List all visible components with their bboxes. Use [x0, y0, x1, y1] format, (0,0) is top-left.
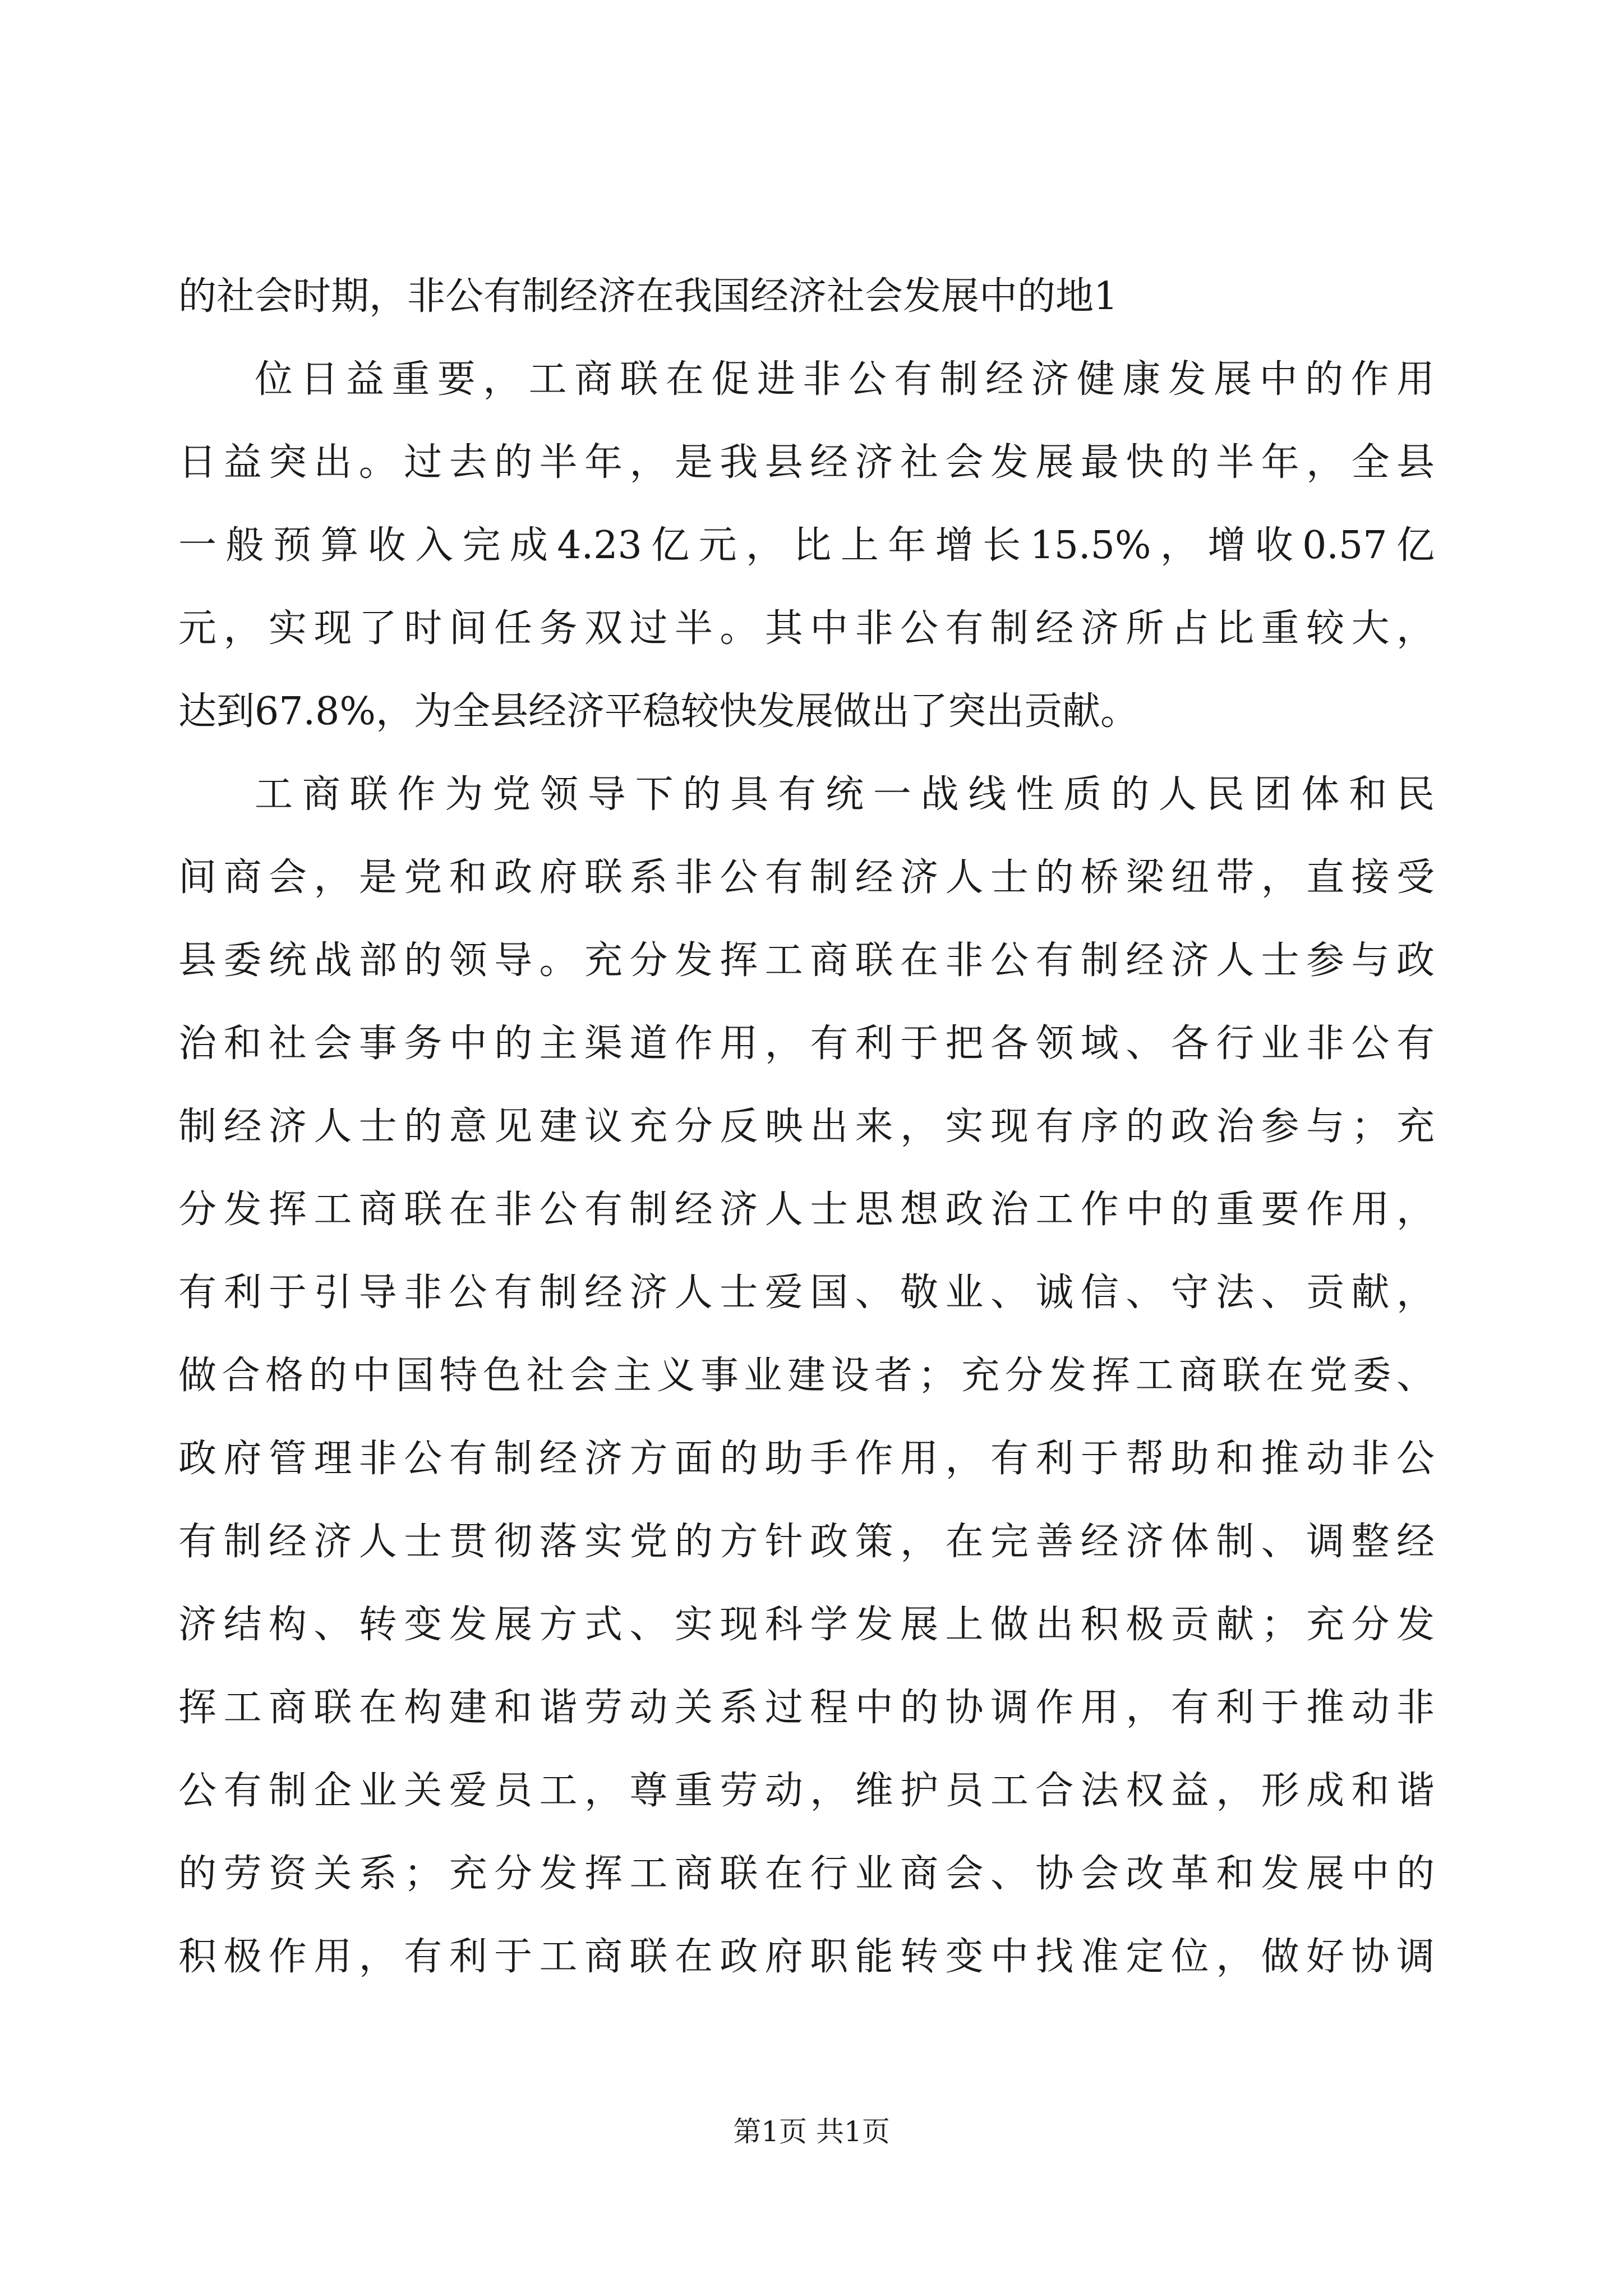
text-line: 积极作用，有利于工商联在政府职能转变中找准定位，做好协调	[178, 1935, 1435, 1979]
text-line: 一般预算收入完成4.23亿元，比上年增长15.5%，增收0.57亿	[178, 523, 1435, 568]
text-line: 治和社会事务中的主渠道作用，有利于把各领域、各行业非公有	[178, 1022, 1435, 1066]
text-line: 有制经济人士贯彻落实党的方针政策，在完善经济体制、调整经	[178, 1520, 1435, 1564]
text-line: 公有制企业关爱员工，尊重劳动，维护员工合法权益，形成和谐	[178, 1769, 1435, 1813]
text-line: 做合格的中国特色社会主义事业建设者；充分发挥工商联在党委、	[178, 1354, 1435, 1398]
text-line: 有利于引导非公有制经济人士爱国、敬业、诚信、守法、贡献，	[178, 1271, 1435, 1315]
text-line: 的社会时期，非公有制经济在我国经济社会发展中的地1	[178, 274, 1118, 319]
text-line: 日益突出。过去的半年，是我县经济社会发展最快的半年，全县	[178, 440, 1435, 485]
text-line: 的劳资关系；充分发挥工商联在行业商会、协会改革和发展中的	[178, 1852, 1435, 1896]
text-line: 位日益重要，工商联在促进非公有制经济健康发展中的作用	[255, 357, 1435, 402]
text-line: 制经济人士的意见建议充分反映出来，实现有序的政治参与；充	[178, 1105, 1435, 1149]
text-line: 元，实现了时间任务双过半。其中非公有制经济所占比重较大，	[178, 606, 1435, 651]
text-line: 分发挥工商联在非公有制经济人士思想政治工作中的重要作用，	[178, 1188, 1435, 1232]
text-line: 工商联作为党领导下的具有统一战线性质的人民团体和民	[255, 772, 1435, 817]
text-line: 县委统战部的领导。充分发挥工商联在非公有制经济人士参与政	[178, 938, 1435, 983]
body-text	[178, 255, 1435, 1999]
text-line: 间商会，是党和政府联系非公有制经济人士的桥梁纽带，直接受	[178, 855, 1435, 900]
page-footer: 第1页 共1页	[733, 2115, 890, 2148]
text-line: 挥工商联在构建和谐劳动关系过程中的协调作用，有利于推动非	[178, 1686, 1435, 1730]
text-line: 政府管理非公有制经济方面的助手作用，有利于帮助和推动非公	[178, 1437, 1435, 1481]
text-line: 达到67.8%，为全县经济平稳较快发展做出了突出贡献。	[178, 689, 1139, 734]
text-line: 济结构、转变发展方式、实现科学发展上做出积极贡献；充分发	[178, 1603, 1435, 1647]
